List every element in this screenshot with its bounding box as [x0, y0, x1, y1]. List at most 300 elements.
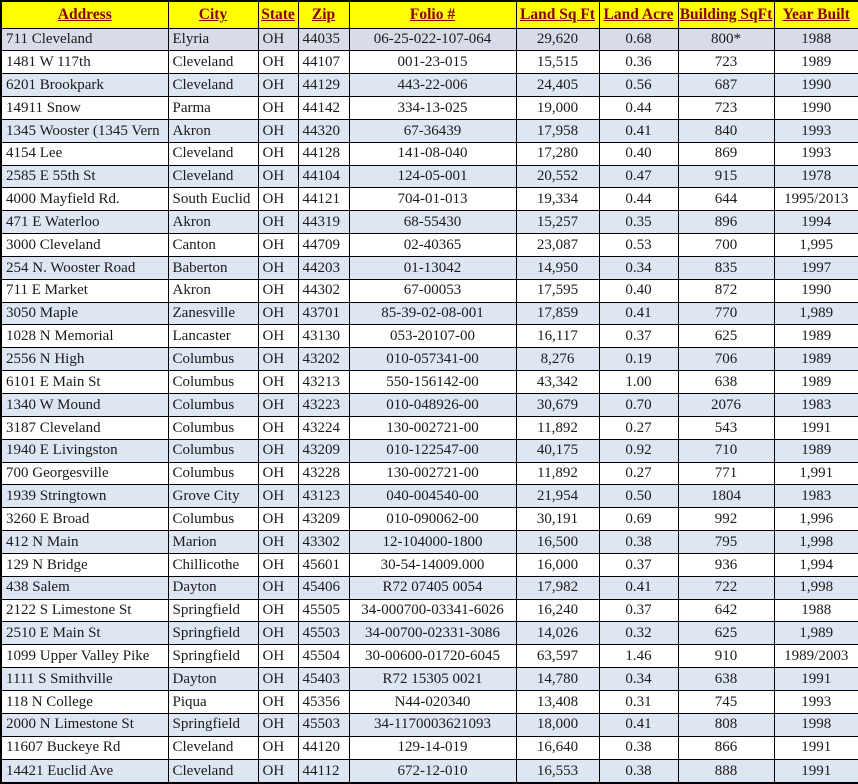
cell-zip[interactable]: 44320 [298, 119, 349, 142]
cell-building-sqft[interactable]: 869 [678, 142, 774, 165]
cell-address[interactable]: 2000 N Limestone St [1, 713, 168, 736]
cell-land-sqft[interactable]: 17,958 [516, 119, 599, 142]
cell-state[interactable]: OH [258, 211, 298, 234]
cell-year-built[interactable]: 1989/2003 [774, 645, 858, 668]
cell-land-sqft[interactable]: 16,553 [516, 759, 599, 783]
cell-zip[interactable]: 44142 [298, 97, 349, 120]
cell-city[interactable]: Dayton [168, 576, 258, 599]
cell-building-sqft[interactable]: 910 [678, 645, 774, 668]
cell-folio[interactable]: 34-00700-02331-3086 [349, 622, 516, 645]
cell-land-sqft[interactable]: 14,026 [516, 622, 599, 645]
cell-folio[interactable]: 001-23-015 [349, 51, 516, 74]
cell-city[interactable]: Springfield [168, 713, 258, 736]
cell-land-acre[interactable]: 1.00 [599, 371, 678, 394]
cell-land-acre[interactable]: 0.35 [599, 211, 678, 234]
cell-zip[interactable]: 45504 [298, 645, 349, 668]
cell-folio[interactable]: 443-22-006 [349, 74, 516, 97]
cell-zip[interactable]: 45505 [298, 599, 349, 622]
cell-land-acre[interactable]: 0.41 [599, 576, 678, 599]
cell-land-sqft[interactable]: 16,240 [516, 599, 599, 622]
cell-address[interactable]: 1028 N Memorial [1, 325, 168, 348]
cell-land-sqft[interactable]: 17,595 [516, 279, 599, 302]
cell-year-built[interactable]: 1,996 [774, 508, 858, 531]
cell-zip[interactable]: 43209 [298, 508, 349, 531]
cell-zip[interactable]: 45503 [298, 622, 349, 645]
cell-building-sqft[interactable]: 835 [678, 256, 774, 279]
cell-address[interactable]: 11607 Buckeye Rd [1, 736, 168, 759]
cell-year-built[interactable]: 1993 [774, 119, 858, 142]
cell-building-sqft[interactable]: 625 [678, 325, 774, 348]
cell-year-built[interactable]: 1,989 [774, 302, 858, 325]
cell-state[interactable]: OH [258, 119, 298, 142]
cell-address[interactable]: 3187 Cleveland [1, 416, 168, 439]
cell-state[interactable]: OH [258, 576, 298, 599]
cell-land-sqft[interactable]: 43,342 [516, 371, 599, 394]
cell-building-sqft[interactable]: 866 [678, 736, 774, 759]
cell-building-sqft[interactable]: 687 [678, 74, 774, 97]
cell-address[interactable]: 2585 E 55th St [1, 165, 168, 188]
cell-city[interactable]: South Euclid [168, 188, 258, 211]
cell-zip[interactable]: 43224 [298, 416, 349, 439]
cell-year-built[interactable]: 1,998 [774, 576, 858, 599]
cell-folio[interactable]: 141-08-040 [349, 142, 516, 165]
cell-city[interactable]: Cleveland [168, 759, 258, 783]
cell-address[interactable]: 2122 S Limestone St [1, 599, 168, 622]
cell-building-sqft[interactable]: 936 [678, 553, 774, 576]
cell-land-acre[interactable]: 0.37 [599, 553, 678, 576]
cell-land-sqft[interactable]: 15,515 [516, 51, 599, 74]
cell-state[interactable]: OH [258, 256, 298, 279]
cell-land-sqft[interactable]: 29,620 [516, 28, 599, 51]
cell-address[interactable]: 3050 Maple [1, 302, 168, 325]
cell-land-acre[interactable]: 0.31 [599, 690, 678, 713]
cell-land-sqft[interactable]: 21,954 [516, 485, 599, 508]
cell-land-acre[interactable]: 0.41 [599, 119, 678, 142]
cell-year-built[interactable]: 1,998 [774, 531, 858, 554]
cell-zip[interactable]: 45503 [298, 713, 349, 736]
cell-building-sqft[interactable]: 800* [678, 28, 774, 51]
cell-year-built[interactable]: 1,989 [774, 622, 858, 645]
cell-state[interactable]: OH [258, 736, 298, 759]
cell-city[interactable]: Parma [168, 97, 258, 120]
cell-year-built[interactable]: 1,991 [774, 462, 858, 485]
cell-city[interactable]: Cleveland [168, 51, 258, 74]
cell-city[interactable]: Springfield [168, 645, 258, 668]
cell-zip[interactable]: 43302 [298, 531, 349, 554]
cell-land-sqft[interactable]: 15,257 [516, 211, 599, 234]
cell-address[interactable]: 3000 Cleveland [1, 234, 168, 257]
cell-land-sqft[interactable]: 14,780 [516, 668, 599, 691]
cell-city[interactable]: Zanesville [168, 302, 258, 325]
cell-folio[interactable]: 010-090062-00 [349, 508, 516, 531]
cell-land-sqft[interactable]: 63,597 [516, 645, 599, 668]
cell-state[interactable]: OH [258, 371, 298, 394]
cell-building-sqft[interactable]: 771 [678, 462, 774, 485]
cell-address[interactable]: 1111 S Smithville [1, 668, 168, 691]
cell-address[interactable]: 711 Cleveland [1, 28, 168, 51]
cell-land-sqft[interactable]: 19,334 [516, 188, 599, 211]
cell-folio[interactable]: R72 15305 0021 [349, 668, 516, 691]
column-header-year-built[interactable]: Year Built [774, 1, 858, 28]
cell-state[interactable]: OH [258, 690, 298, 713]
column-header-land-sqft[interactable]: Land Sq Ft [516, 1, 599, 28]
cell-zip[interactable]: 45403 [298, 668, 349, 691]
cell-address[interactable]: 2510 E Main St [1, 622, 168, 645]
cell-land-sqft[interactable]: 16,500 [516, 531, 599, 554]
cell-land-acre[interactable]: 0.44 [599, 188, 678, 211]
cell-folio[interactable]: 02-40365 [349, 234, 516, 257]
cell-building-sqft[interactable]: 543 [678, 416, 774, 439]
cell-zip[interactable]: 45601 [298, 553, 349, 576]
cell-building-sqft[interactable]: 2076 [678, 394, 774, 417]
cell-state[interactable]: OH [258, 599, 298, 622]
cell-land-sqft[interactable]: 30,191 [516, 508, 599, 531]
column-header-building-sqft[interactable]: Building SqFt [678, 1, 774, 28]
cell-state[interactable]: OH [258, 348, 298, 371]
cell-zip[interactable]: 43213 [298, 371, 349, 394]
cell-state[interactable]: OH [258, 645, 298, 668]
cell-state[interactable]: OH [258, 279, 298, 302]
cell-address[interactable]: 471 E Waterloo [1, 211, 168, 234]
column-header-city[interactable]: City [168, 1, 258, 28]
cell-address[interactable]: 14421 Euclid Ave [1, 759, 168, 783]
column-header-folio[interactable]: Folio # [349, 1, 516, 28]
cell-state[interactable]: OH [258, 74, 298, 97]
cell-land-acre[interactable]: 0.27 [599, 462, 678, 485]
cell-land-sqft[interactable]: 16,117 [516, 325, 599, 348]
cell-city[interactable]: Cleveland [168, 142, 258, 165]
cell-land-sqft[interactable]: 14,950 [516, 256, 599, 279]
cell-zip[interactable]: 44128 [298, 142, 349, 165]
cell-folio[interactable]: 130-002721-00 [349, 462, 516, 485]
cell-land-acre[interactable]: 0.38 [599, 736, 678, 759]
cell-state[interactable]: OH [258, 553, 298, 576]
cell-land-sqft[interactable]: 17,859 [516, 302, 599, 325]
cell-land-sqft[interactable]: 17,982 [516, 576, 599, 599]
cell-year-built[interactable]: 1983 [774, 485, 858, 508]
cell-state[interactable]: OH [258, 28, 298, 51]
cell-building-sqft[interactable]: 888 [678, 759, 774, 783]
cell-zip[interactable]: 43228 [298, 462, 349, 485]
cell-folio[interactable]: 06-25-022-107-064 [349, 28, 516, 51]
cell-state[interactable]: OH [258, 416, 298, 439]
cell-city[interactable]: Akron [168, 211, 258, 234]
cell-address[interactable]: 1345 Wooster (1345 Vern [1, 119, 168, 142]
cell-folio[interactable]: 672-12-010 [349, 759, 516, 783]
cell-building-sqft[interactable]: 625 [678, 622, 774, 645]
cell-land-acre[interactable]: 0.19 [599, 348, 678, 371]
cell-year-built[interactable]: 1989 [774, 371, 858, 394]
cell-building-sqft[interactable]: 808 [678, 713, 774, 736]
cell-address[interactable]: 1481 W 117th [1, 51, 168, 74]
cell-land-sqft[interactable]: 23,087 [516, 234, 599, 257]
cell-land-sqft[interactable]: 18,000 [516, 713, 599, 736]
cell-folio[interactable]: 334-13-025 [349, 97, 516, 120]
cell-year-built[interactable]: 1991 [774, 736, 858, 759]
cell-address[interactable]: 118 N College [1, 690, 168, 713]
cell-land-acre[interactable]: 0.37 [599, 599, 678, 622]
cell-building-sqft[interactable]: 710 [678, 439, 774, 462]
cell-zip[interactable]: 43202 [298, 348, 349, 371]
cell-city[interactable]: Lancaster [168, 325, 258, 348]
cell-land-acre[interactable]: 0.38 [599, 759, 678, 783]
cell-address[interactable]: 1340 W Mound [1, 394, 168, 417]
cell-land-acre[interactable]: 0.36 [599, 51, 678, 74]
cell-address[interactable]: 711 E Market [1, 279, 168, 302]
cell-year-built[interactable]: 1993 [774, 142, 858, 165]
cell-land-sqft[interactable]: 19,000 [516, 97, 599, 120]
cell-building-sqft[interactable]: 644 [678, 188, 774, 211]
cell-city[interactable]: Springfield [168, 599, 258, 622]
cell-land-sqft[interactable]: 13,408 [516, 690, 599, 713]
cell-state[interactable]: OH [258, 325, 298, 348]
cell-zip[interactable]: 43123 [298, 485, 349, 508]
cell-folio[interactable]: 68-55430 [349, 211, 516, 234]
cell-zip[interactable]: 44121 [298, 188, 349, 211]
cell-address[interactable]: 438 Salem [1, 576, 168, 599]
cell-building-sqft[interactable]: 992 [678, 508, 774, 531]
cell-land-sqft[interactable]: 40,175 [516, 439, 599, 462]
cell-state[interactable]: OH [258, 142, 298, 165]
cell-folio[interactable]: 67-36439 [349, 119, 516, 142]
cell-land-acre[interactable]: 0.41 [599, 302, 678, 325]
cell-city[interactable]: Columbus [168, 508, 258, 531]
cell-city[interactable]: Columbus [168, 462, 258, 485]
cell-land-acre[interactable]: 0.38 [599, 531, 678, 554]
cell-land-acre[interactable]: 0.37 [599, 325, 678, 348]
cell-year-built[interactable]: 1990 [774, 97, 858, 120]
cell-land-acre[interactable]: 0.69 [599, 508, 678, 531]
cell-zip[interactable]: 44120 [298, 736, 349, 759]
cell-folio[interactable]: 30-54-14009.000 [349, 553, 516, 576]
cell-year-built[interactable]: 1989 [774, 51, 858, 74]
cell-state[interactable]: OH [258, 531, 298, 554]
cell-land-acre[interactable]: 0.47 [599, 165, 678, 188]
cell-city[interactable]: Springfield [168, 622, 258, 645]
cell-state[interactable]: OH [258, 51, 298, 74]
cell-folio[interactable]: 040-004540-00 [349, 485, 516, 508]
cell-land-acre[interactable]: 0.53 [599, 234, 678, 257]
cell-land-sqft[interactable]: 16,640 [516, 736, 599, 759]
cell-state[interactable]: OH [258, 485, 298, 508]
cell-year-built[interactable]: 1989 [774, 325, 858, 348]
cell-address[interactable]: 1940 E Livingston [1, 439, 168, 462]
cell-year-built[interactable]: 1991 [774, 416, 858, 439]
cell-land-acre[interactable]: 0.70 [599, 394, 678, 417]
cell-land-sqft[interactable]: 30,679 [516, 394, 599, 417]
cell-address[interactable]: 254 N. Wooster Road [1, 256, 168, 279]
cell-address[interactable]: 1939 Stringtown [1, 485, 168, 508]
cell-building-sqft[interactable]: 795 [678, 531, 774, 554]
cell-city[interactable]: Cleveland [168, 74, 258, 97]
column-header-land-acre[interactable]: Land Acre [599, 1, 678, 28]
cell-year-built[interactable]: 1990 [774, 74, 858, 97]
cell-folio[interactable]: 34-1170003621093 [349, 713, 516, 736]
cell-city[interactable]: Akron [168, 119, 258, 142]
cell-address[interactable]: 4154 Lee [1, 142, 168, 165]
cell-land-acre[interactable]: 0.56 [599, 74, 678, 97]
cell-state[interactable]: OH [258, 439, 298, 462]
cell-year-built[interactable]: 1989 [774, 348, 858, 371]
cell-year-built[interactable]: 1988 [774, 599, 858, 622]
cell-folio[interactable]: 34-000700-03341-6026 [349, 599, 516, 622]
cell-building-sqft[interactable]: 700 [678, 234, 774, 257]
cell-state[interactable]: OH [258, 394, 298, 417]
cell-address[interactable]: 6201 Brookpark [1, 74, 168, 97]
cell-land-sqft[interactable]: 17,280 [516, 142, 599, 165]
cell-state[interactable]: OH [258, 508, 298, 531]
cell-zip[interactable]: 43701 [298, 302, 349, 325]
cell-land-sqft[interactable]: 8,276 [516, 348, 599, 371]
cell-year-built[interactable]: 1994 [774, 211, 858, 234]
cell-city[interactable]: Columbus [168, 371, 258, 394]
cell-city[interactable]: Baberton [168, 256, 258, 279]
cell-land-acre[interactable]: 0.92 [599, 439, 678, 462]
cell-land-acre[interactable]: 0.32 [599, 622, 678, 645]
cell-folio[interactable]: 30-00600-01720-6045 [349, 645, 516, 668]
cell-year-built[interactable]: 1988 [774, 28, 858, 51]
cell-folio[interactable]: 010-122547-00 [349, 439, 516, 462]
cell-zip[interactable]: 44203 [298, 256, 349, 279]
cell-folio[interactable]: 01-13042 [349, 256, 516, 279]
cell-city[interactable]: Columbus [168, 439, 258, 462]
cell-state[interactable]: OH [258, 188, 298, 211]
cell-building-sqft[interactable]: 706 [678, 348, 774, 371]
cell-state[interactable]: OH [258, 668, 298, 691]
cell-address[interactable]: 700 Georgesville [1, 462, 168, 485]
cell-folio[interactable]: 85-39-02-08-001 [349, 302, 516, 325]
cell-city[interactable]: Grove City [168, 485, 258, 508]
cell-building-sqft[interactable]: 745 [678, 690, 774, 713]
cell-land-acre[interactable]: 0.40 [599, 279, 678, 302]
cell-year-built[interactable]: 1995/2013 [774, 188, 858, 211]
cell-zip[interactable]: 45356 [298, 690, 349, 713]
cell-folio[interactable]: 67-00053 [349, 279, 516, 302]
cell-city[interactable]: Elyria [168, 28, 258, 51]
cell-folio[interactable]: 010-057341-00 [349, 348, 516, 371]
cell-folio[interactable]: 12-104000-1800 [349, 531, 516, 554]
cell-year-built[interactable]: 1997 [774, 256, 858, 279]
cell-building-sqft[interactable]: 722 [678, 576, 774, 599]
cell-year-built[interactable]: 1993 [774, 690, 858, 713]
cell-city[interactable]: Piqua [168, 690, 258, 713]
cell-zip[interactable]: 43223 [298, 394, 349, 417]
cell-building-sqft[interactable]: 723 [678, 51, 774, 74]
cell-city[interactable]: Chillicothe [168, 553, 258, 576]
cell-land-acre[interactable]: 0.68 [599, 28, 678, 51]
cell-land-sqft[interactable]: 11,892 [516, 462, 599, 485]
cell-city[interactable]: Canton [168, 234, 258, 257]
cell-zip[interactable]: 45406 [298, 576, 349, 599]
cell-year-built[interactable]: 1983 [774, 394, 858, 417]
cell-land-acre[interactable]: 0.34 [599, 668, 678, 691]
cell-zip[interactable]: 44104 [298, 165, 349, 188]
cell-zip[interactable]: 44302 [298, 279, 349, 302]
cell-year-built[interactable]: 1998 [774, 713, 858, 736]
cell-folio[interactable]: 704-01-013 [349, 188, 516, 211]
cell-land-sqft[interactable]: 24,405 [516, 74, 599, 97]
cell-building-sqft[interactable]: 896 [678, 211, 774, 234]
cell-building-sqft[interactable]: 642 [678, 599, 774, 622]
cell-city[interactable]: Columbus [168, 394, 258, 417]
cell-address[interactable]: 6101 E Main St [1, 371, 168, 394]
cell-building-sqft[interactable]: 770 [678, 302, 774, 325]
cell-year-built[interactable]: 1,995 [774, 234, 858, 257]
cell-zip[interactable]: 44112 [298, 759, 349, 783]
cell-address[interactable]: 14911 Snow [1, 97, 168, 120]
cell-zip[interactable]: 44035 [298, 28, 349, 51]
cell-state[interactable]: OH [258, 759, 298, 783]
cell-land-acre[interactable]: 0.50 [599, 485, 678, 508]
cell-folio[interactable]: N44-020340 [349, 690, 516, 713]
cell-folio[interactable]: 130-002721-00 [349, 416, 516, 439]
cell-folio[interactable]: 129-14-019 [349, 736, 516, 759]
cell-land-acre[interactable]: 1.46 [599, 645, 678, 668]
cell-address[interactable]: 3260 E Broad [1, 508, 168, 531]
cell-year-built[interactable]: 1991 [774, 668, 858, 691]
cell-land-acre[interactable]: 0.27 [599, 416, 678, 439]
cell-year-built[interactable]: 1978 [774, 165, 858, 188]
cell-building-sqft[interactable]: 915 [678, 165, 774, 188]
cell-zip[interactable]: 44319 [298, 211, 349, 234]
cell-zip[interactable]: 44709 [298, 234, 349, 257]
cell-zip[interactable]: 44129 [298, 74, 349, 97]
cell-address[interactable]: 2556 N High [1, 348, 168, 371]
cell-address[interactable]: 4000 Mayfield Rd. [1, 188, 168, 211]
cell-year-built[interactable]: 1990 [774, 279, 858, 302]
cell-building-sqft[interactable]: 723 [678, 97, 774, 120]
cell-land-sqft[interactable]: 20,552 [516, 165, 599, 188]
cell-state[interactable]: OH [258, 302, 298, 325]
cell-land-sqft[interactable]: 11,892 [516, 416, 599, 439]
cell-city[interactable]: Columbus [168, 348, 258, 371]
cell-address[interactable]: 129 N Bridge [1, 553, 168, 576]
cell-address[interactable]: 1099 Upper Valley Pike [1, 645, 168, 668]
cell-city[interactable]: Akron [168, 279, 258, 302]
cell-state[interactable]: OH [258, 165, 298, 188]
column-header-address[interactable]: Address [1, 1, 168, 28]
cell-land-acre[interactable]: 0.44 [599, 97, 678, 120]
cell-city[interactable]: Columbus [168, 416, 258, 439]
cell-building-sqft[interactable]: 638 [678, 668, 774, 691]
cell-address[interactable]: 412 N Main [1, 531, 168, 554]
cell-folio[interactable]: 010-048926-00 [349, 394, 516, 417]
cell-land-acre[interactable]: 0.40 [599, 142, 678, 165]
cell-building-sqft[interactable]: 1804 [678, 485, 774, 508]
cell-building-sqft[interactable]: 638 [678, 371, 774, 394]
cell-land-acre[interactable]: 0.41 [599, 713, 678, 736]
cell-year-built[interactable]: 1989 [774, 439, 858, 462]
cell-state[interactable]: OH [258, 97, 298, 120]
cell-zip[interactable]: 43209 [298, 439, 349, 462]
cell-state[interactable]: OH [258, 234, 298, 257]
cell-land-sqft[interactable]: 16,000 [516, 553, 599, 576]
cell-folio[interactable]: 124-05-001 [349, 165, 516, 188]
cell-folio[interactable]: 550-156142-00 [349, 371, 516, 394]
cell-city[interactable]: Cleveland [168, 736, 258, 759]
cell-zip[interactable]: 43130 [298, 325, 349, 348]
cell-folio[interactable]: 053-20107-00 [349, 325, 516, 348]
column-header-zip[interactable]: Zip [298, 1, 349, 28]
cell-building-sqft[interactable]: 872 [678, 279, 774, 302]
cell-city[interactable]: Cleveland [168, 165, 258, 188]
cell-building-sqft[interactable]: 840 [678, 119, 774, 142]
cell-state[interactable]: OH [258, 713, 298, 736]
cell-zip[interactable]: 44107 [298, 51, 349, 74]
cell-state[interactable]: OH [258, 462, 298, 485]
column-header-state[interactable]: State [258, 1, 298, 28]
cell-year-built[interactable]: 1991 [774, 759, 858, 783]
